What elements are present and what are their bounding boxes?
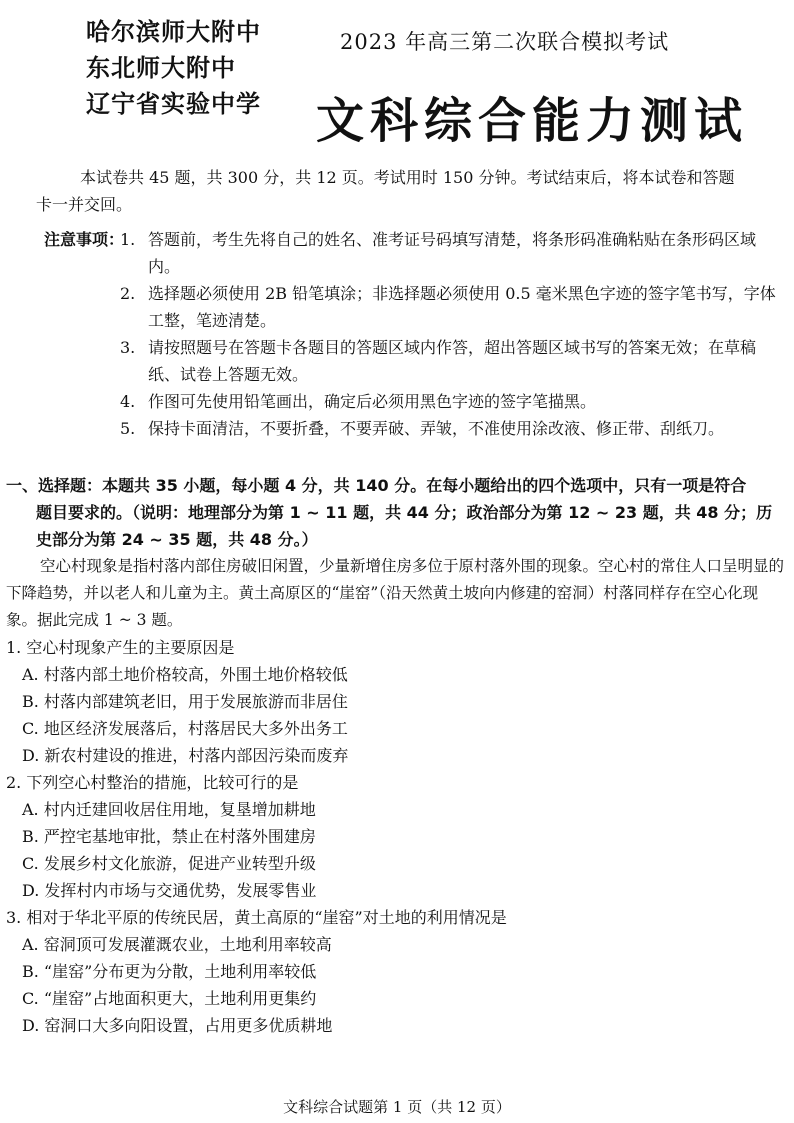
notice-item <box>44 226 784 280</box>
page-footer: 文科综合试题第 1 页（共 12 页） <box>283 1098 511 1116</box>
notice-item-text: 请按照题号在答题卡各题目的答题区域内作答，超出答题区域书写的答案无效；在草稿纸、试卷上答题无效。 <box>148 338 757 384</box>
answer-option: C. 地区经济发展落后，村落居民大多外出务工 <box>22 719 348 738</box>
reading-passage: 空心村现象是指村落内部住房破旧闲置，少量新增住房多位于原村落外围的现象。空心村的常住人口呈明显的下降趋势，并以老人和儿童为主。黄土高原区的“崖窑”（沿天然黄土坡向内修建的窑洞）村落同样存在空心化现象。据此完成 1 ~ 3 题。 <box>6 557 785 629</box>
subject-title: 文科综合能力测试 <box>316 93 749 149</box>
question-stem: 1. 空心村现象产生的主要原因是 <box>6 638 235 657</box>
answer-option: D. 新农村建设的推进，村落内部因污染而废弃 <box>22 746 349 765</box>
school-names <box>86 14 296 122</box>
section-heading-line-2: 题目要求的。（说明：地理部分为第 1 ~ 11 题，共 44 分；政治部分为第 12 ~ 23 题，共 48 分；历史部分为第 24 ~ 35 题，共 48 分。） <box>36 503 773 549</box>
notice-item <box>44 415 784 442</box>
answer-option: D. 发挥村内市场与交通优势，发展零售业 <box>22 881 317 900</box>
answer-option: D. 窑洞口大多向阳设置，占用更多优质耕地 <box>22 1016 333 1035</box>
answer-option: C. 发展乡村文化旅游，促进产业转型升级 <box>22 854 316 873</box>
notice-item-text: 保持卡面清洁，不要折叠，不要弄破、弄皱，不准使用涂改液、修正带、刮纸刀。 <box>148 419 725 438</box>
notice-item-text: 答题前，考生先将自己的姓名、准考证号码填写清楚，将条形码准确粘贴在条形码区域内。 <box>148 230 757 276</box>
question-stem: 2. 下列空心村整治的措施，比较可行的是 <box>6 773 299 792</box>
answer-option: A. 窑洞顶可发展灌溉农业，土地利用率较高 <box>22 935 332 954</box>
question-stem: 3. 相对于华北平原的传统民居，黄土高原的“崖窑”对土地的利用情况是 <box>6 908 507 927</box>
exam-intro <box>36 164 780 218</box>
answer-option: B. 严控宅基地审批，禁止在村落外围建房 <box>22 827 316 846</box>
school-name-1: 哈尔滨师大附中 <box>86 18 261 46</box>
notice-item-number: 2. <box>120 284 136 303</box>
section-heading <box>0 472 784 553</box>
notice-item-text: 作图可先使用铅笔画出，确定后必须用黑色字迹的签字笔描黑。 <box>148 392 597 411</box>
answer-option: A. 村落内部土地价格较高，外围土地价格较低 <box>22 665 348 684</box>
section-multiple-choice <box>0 472 784 1039</box>
school-name-3: 辽宁省实验中学 <box>86 90 261 118</box>
notice-item-number: 3. <box>120 338 136 357</box>
notice-item-number: 1. <box>120 230 136 249</box>
answer-option: C. “崖窑”占地面积更大，土地利用更集约 <box>22 989 317 1008</box>
intro-line-2: 卡一并交回。 <box>36 195 133 214</box>
intro-line-1: 本试卷共 45 题，共 300 分，共 12 页。考试用时 150 分钟。考试结束后，将本试卷和答题 <box>80 168 735 187</box>
notice-item-number: 5. <box>120 419 136 438</box>
answer-option: B. “崖窑”分布更为分散，土地利用率较低 <box>22 962 317 981</box>
notice-item <box>44 334 784 388</box>
notice-block <box>44 226 784 442</box>
notice-item <box>44 280 784 334</box>
school-name-2: 东北师大附中 <box>86 54 236 82</box>
notice-item-text: 选择题必须使用 2B 铅笔填涂；非选择题必须使用 0.5 毫米黑色字迹的签字笔书写，字体工整，笔迹清楚。 <box>148 284 776 330</box>
notice-item <box>44 388 784 415</box>
notice-item-number: 4. <box>120 392 136 411</box>
notice-label: 注意事项： <box>44 230 125 249</box>
answer-option: B. 村落内部建筑老旧，用于发展旅游而非居住 <box>22 692 348 711</box>
section-heading-line-1: 一、选择题：本题共 35 小题，每小题 4 分，共 140 分。在每小题给出的四个选项中，只有一项是符合 <box>6 476 747 495</box>
exam-title: 2023 年高三第二次联合模拟考试 <box>340 30 670 54</box>
answer-option: A. 村内迁建回收居住用地，复垦增加耕地 <box>22 800 316 819</box>
